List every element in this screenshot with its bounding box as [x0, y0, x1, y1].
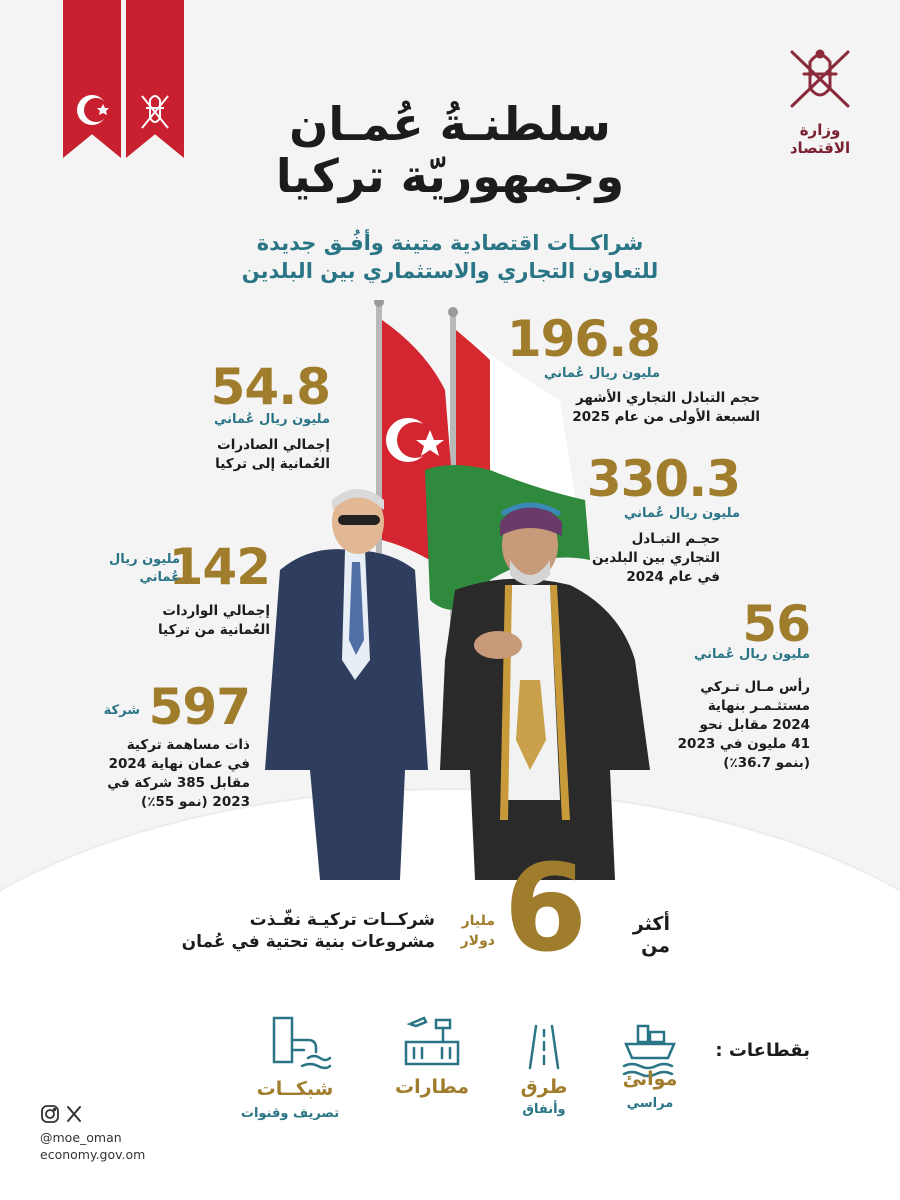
- sector-ports-name: موانئ: [622, 1068, 678, 1090]
- stat-turkish-capital-desc-4: 41 مليون في 2023: [677, 736, 810, 752]
- stat-trade-2024-desc-2: التجاري بين البلدين: [591, 550, 720, 566]
- oman-emblem-icon: [126, 0, 184, 140]
- stat-trade-7m-unit: مليون ريال عُماني: [544, 366, 660, 381]
- stat-turkish-capital-desc-2: مستثـمـر بنهاية: [707, 698, 810, 714]
- stat-trade-7m-value: 196.8: [506, 310, 660, 368]
- stat-companies-desc-3: مقابل 385 شركة في: [107, 775, 250, 791]
- sector-drainage-name: شبكــات: [256, 1078, 334, 1100]
- stat-companies-desc-4: 2023 (نمو 55٪): [141, 794, 250, 810]
- subtitle-line1: شراكــات اقتصادية متينة وأفُـق جديدة: [256, 231, 644, 255]
- ministry-name: وزارة الاقتصاد: [789, 121, 851, 157]
- turkey-ribbon: [63, 0, 121, 158]
- stat-imports-value: 142: [168, 538, 270, 596]
- stat-turkish-capital-desc-5: (بنمو 36.7٪): [723, 755, 810, 771]
- stat-trade-2024-desc-3: في عام 2024: [626, 569, 720, 585]
- sectors-label: بقطاعات :: [715, 1040, 810, 1061]
- stat-turkish-capital-desc-1: رأس مـال تـركي: [700, 679, 810, 695]
- drainage-icon: [268, 1012, 332, 1072]
- stat-exports-desc-1: إجمالي الصادرات: [217, 437, 330, 453]
- page-title-line2: وجمهوريّة تركيا: [275, 149, 625, 203]
- stat-imports-unit-2: عُماني: [139, 570, 180, 585]
- stat-exports-unit: مليون ريال عُماني: [214, 412, 330, 427]
- stat-trade-2024-value: 330.3: [586, 450, 740, 508]
- stat-turkish-capital-unit: مليون ريال عُماني: [694, 647, 810, 662]
- page-title-line1: سلطنـةُ عُمـان: [289, 97, 611, 151]
- oman-ribbon: [126, 0, 184, 158]
- stat-trade-7m-desc-1: حجم التبادل التجاري الأشهر: [576, 390, 760, 406]
- sector-airports-name: مطارات: [395, 1076, 469, 1098]
- infra-unit-1: مليار: [461, 913, 495, 929]
- infra-prefix: أكثر من: [632, 913, 670, 957]
- stat-companies-unit: شركة: [103, 703, 140, 718]
- x-icon: [68, 1107, 80, 1121]
- infra-desc-1: شركــات تركيـة نفّـذت: [249, 910, 435, 930]
- sector-roads-name: طرق: [520, 1076, 568, 1098]
- road-icon: [512, 1020, 576, 1080]
- stat-exports-desc-2: العُمانية إلى تركيا: [215, 456, 330, 472]
- infra-unit-2: دولار: [460, 933, 495, 949]
- stat-companies-desc-1: ذات مساهمة تركية: [126, 737, 250, 753]
- sector-drainage-sub: تصريف وقنوات: [240, 1106, 340, 1121]
- stat-companies-desc-2: في عمان نهاية 2024: [108, 756, 250, 772]
- sector-ports-sub: مراسي: [626, 1096, 674, 1111]
- stat-turkish-capital-desc-3: 2024 مقابل نحو: [699, 717, 810, 733]
- stat-trade-2024-desc-1: حجـم التبـادل: [631, 531, 720, 547]
- instagram-icon: [42, 1106, 58, 1122]
- stat-imports-desc-1: إجمالي الواردات: [162, 603, 270, 619]
- stat-imports-desc-2: العُمانية من تركيا: [157, 622, 270, 638]
- stat-trade-7m-desc-2: السبعة الأولى من عام 2025: [572, 409, 760, 425]
- infra-value: 6: [503, 840, 587, 979]
- oman-khanjar-emblem-icon: [770, 40, 870, 115]
- stat-imports-unit-1: مليون ريال: [109, 552, 180, 567]
- airport-icon: [400, 1012, 464, 1072]
- stat-exports-value: 54.8: [210, 358, 330, 416]
- subtitle-line2: للتعاون التجاري والاستثماري بين البلدين: [241, 259, 659, 283]
- footer-website[interactable]: economy.gov.om: [40, 1147, 146, 1162]
- ministry-logo: [770, 40, 870, 157]
- stat-trade-2024-unit: مليون ريال عُماني: [624, 506, 740, 521]
- sector-roads-sub: وأنفاق: [522, 1102, 566, 1117]
- stat-turkish-capital-value: 56: [742, 595, 810, 653]
- infra-desc-2: مشروعات بنية تحتية في عُمان: [181, 932, 435, 952]
- footer-handle[interactable]: @moe_oman: [40, 1130, 122, 1145]
- stat-companies-value: 597: [148, 678, 250, 736]
- social-icons: [40, 1104, 100, 1124]
